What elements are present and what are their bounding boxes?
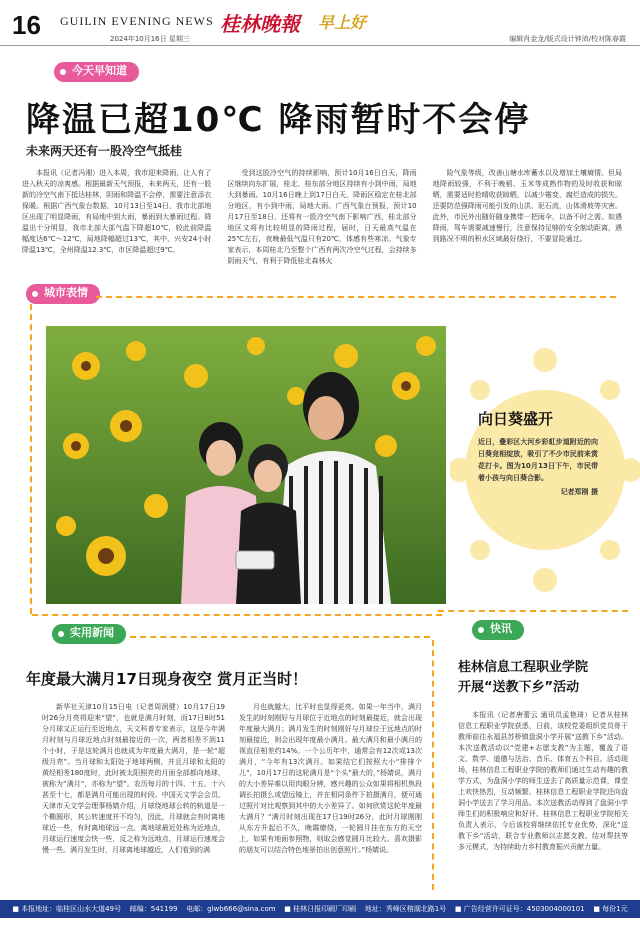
edition-name: 早上好 (318, 13, 367, 32)
section-tag-city: 城市表情 (26, 284, 100, 304)
moon-col-1: 新华社天津10月15日电（记者周润健）10月17日19时26分月亮将迎来“望”，也就是满月时刻，而17日8时51分月球又正运行至近地点，天文科普专家表示，这是今年满月时刻与月球近地点时刻最接近的一次，两者相差不到11个小时，于是这轮满月也就成为年度最大满月，是一轮“超级月亮”。当月球和太阳处于地球两侧，并且月球和太阳的黄经相差180度时，此时被太阳照亮的月面全部都向地球，被称为“满月”，亦称为“望”。农历每月的十四、十五、十六甚至十七，都是满月可能出现的时段。中国天文学会会员、天津市天文学会理事杨婧介绍，月球绕地球公转的轨道是一个椭圆形，其公转速度并不均匀，因此，月球就会有时离地球近一些，有时离地球远一点，离地球最近处称为近地点，月球运行速度会快一些，反之称为远地点，月球运行速度会慢一些。满月发生时，月球离地球越近，人们看到的满 (42, 703, 225, 854)
school-headline-line-2: 开展“送教下乡”活动 (458, 680, 580, 695)
section-tag-practical: 实用新闻 (52, 624, 126, 644)
footer-license: ■ 广告经营许可证号：4503004000101 (454, 905, 585, 913)
moon-body (42, 702, 422, 857)
weather-col-2: 受到这股冷空气的持续影响，预计10月16日白天，降雨区继续向东扩展，桂北、桂东部分地区持续有小到中雨，局地大到暴雨。10月16日晚上到17日白天，降雨区稳定在桂北部分地区，有小到中雨，局地大雨。广西气象台预报，预计10月17日至18日，还将有一股冷空气南下影响广西，桂北部分地区又将有比较明显的降雨过程，届时，日天最高气温在25℃左右，夜晚最低气温只有20℃，体感有些寒凉。气象专家表示，本周桂北乃至整个广西有两次冷空气过程，会持续多阴雨天气，有利于降低桂北森林火 (227, 169, 417, 265)
photo-title: 向日葵盛开 (478, 410, 554, 428)
divider-line (130, 636, 430, 638)
section-tag-news-flash: 快讯 (472, 620, 524, 640)
weather-body (22, 168, 622, 268)
divider-line (32, 614, 442, 616)
school-body (458, 710, 628, 854)
weather-col-3: 险气象等级，改善山塘水库蓄水以及增加土壤墒情。但局地降雨较强，不利于晚稻、玉米等成熟作物的及时收获和晾晒，需要适时抢晴收获晾晒，以减少霉变、腐烂造成的损失。还要防范强降雨可能引发的山洪、泥石流，山体滑坡等灾害。此外，市民外出随好随身携带一把雨伞，以备不时之需。如遇降雨，驾车需要减速慢行，注意保持足够的安全制动距离，遇到路况不明的积水区域最好绕行，不要冒险通过。 (432, 169, 622, 243)
photo-credit: 记者郑刚 摄 (560, 488, 598, 496)
moon-headline: 年度最大满月17日现身夜空 赏月正当时！ (26, 670, 308, 688)
page-number: 16 (12, 10, 41, 40)
footer-printer-address: 地址：秀峰区榕湖北路1号 (364, 905, 447, 913)
footer-bar (0, 900, 640, 918)
divider-line (438, 610, 628, 612)
sunflower-photo-illustration (46, 326, 446, 604)
footer-printer: ■ 桂林日报印刷厂印刷 (284, 905, 357, 913)
school-headline-line-1: 桂林信息工程职业学院 (458, 660, 589, 675)
issue-date: 2024年10月16日 星期三 (110, 35, 190, 43)
footer-address: ■ 本报地址：临桂区山水大道49号 (12, 905, 122, 913)
footer-email: 电邮：glwb666@sina.com (186, 905, 276, 913)
masthead (0, 0, 640, 46)
photo-caption-text: 近日，叠彩区大河乡彩虹步道附近的向日葵竞相绽放，吸引了不少市民前来赏花打卡。图为10月13日下午，市民带着小孩与向日葵合影。 (478, 438, 598, 482)
sunflower-photo (46, 326, 446, 604)
divider-line (30, 304, 32, 614)
photo-caption (478, 436, 598, 498)
section-tag-weather: 今天早知道 (54, 62, 139, 82)
paper-name-en: GUILIN EVENING NEWS (60, 14, 214, 28)
footer-postal: 邮编：541199 (129, 905, 178, 913)
brand-logo: 桂林晚報 (220, 12, 300, 36)
footer-price: ■ 每份1元 (593, 905, 628, 913)
weather-subhead: 未来两天还有一股冷空气抵桂 (26, 144, 183, 158)
school-body-text: 本报讯（记者唐蕾云 通讯员孟艳琦）记者从桂林信息工程职业学院获悉，日前，该校党委组织党员骨干教师前往永福县苏桥镇盘洞小学开展“送教下乡”活动。本次送教活动以“党建+志愿支教”为主题，覆盖了语文、数学、道德与法治、音乐、体育五个科目。活动现场，桂林信息工程职业学院的教师们通过生动有趣的教学方式，为盘洞小学的师生送去了高质量示范课，课堂上欢快热烈，互动频繁。桂林信息工程职业学院还向盘洞小学送去了学习用品。本次送教活动得到了盘洞小学师生们的积极响应和好评。桂林信息工程职业学院相关负责人表示，今后该校将继续依托专业优势，深化“送教下乡”活动，联合专业教师以志愿支教、结对帮扶等多元模式，为持续助力乡村教育振兴贡献力量。 (458, 711, 628, 851)
divider-line (432, 640, 434, 890)
moon-col-2: 月也就越大，比平时也显得更亮。如果一年当中，满月发生的时刻刚好与月球位于近地点的时刻最接近，就会出现年度最大满月；满月发生的时刻刚好与月球位于远地点的时刻最接近，则会出现年度最小满月。最大满月和最小满月的视直径相差约14%。一个公历年中，通常会有12次或13次满月，“今年有13次满月。如果结它们按照大小“排排个儿”，10月17日的这轮满月是“个头”最大的，”杨婧说，满月的大小差异难以用肉眼分辨，感兴趣的公众如果将相机焦段调长拍摄么或望远镜上，并在相同条件下拍摄满月，便可通过照片对比观察到其中的大小差异了。如何欣赏这轮年度最大满月？“满月时刻出现在17日19时26分，此时月球刚刚从东方升起后不久，晚霞缭绕，一轮圆月挂在东方的天空上，如果有地面参照物，则取会感觉圆月比较大。喜欢摄影的朋友可以结合特色地景拍出创意照片。”杨婧说。 (239, 703, 422, 854)
divider-line (96, 296, 616, 298)
editor-credits: 编辑肖金龙/版式设计钟沛/校对陈春霞 (509, 35, 626, 43)
weather-headline: 降温已超10℃ 降雨暂时不会停 (26, 100, 531, 140)
weather-col-1: 本报讯（记者冯湘）进入本周，我市迎来降雨，让人有了进入秋天的凉爽感。根据最新天气预报，未来两天，还有一股新的冷空气南下抵达桂林，阴雨和降温不会停，需要注意添衣保暖。根据广西气象台数据，10月13日至14日，我市北部地区出现了明显降雨，有局地中到大雨，暴雨到大暴雨过程。降温出十分明显，我市北部大部气温下降超10℃，较此前降温幅度达6℃～12℃，局地降幅超过13℃，其中，兴安24小时降温13℃，全州降温12.3℃，市区降温超过9℃。 (22, 169, 212, 254)
